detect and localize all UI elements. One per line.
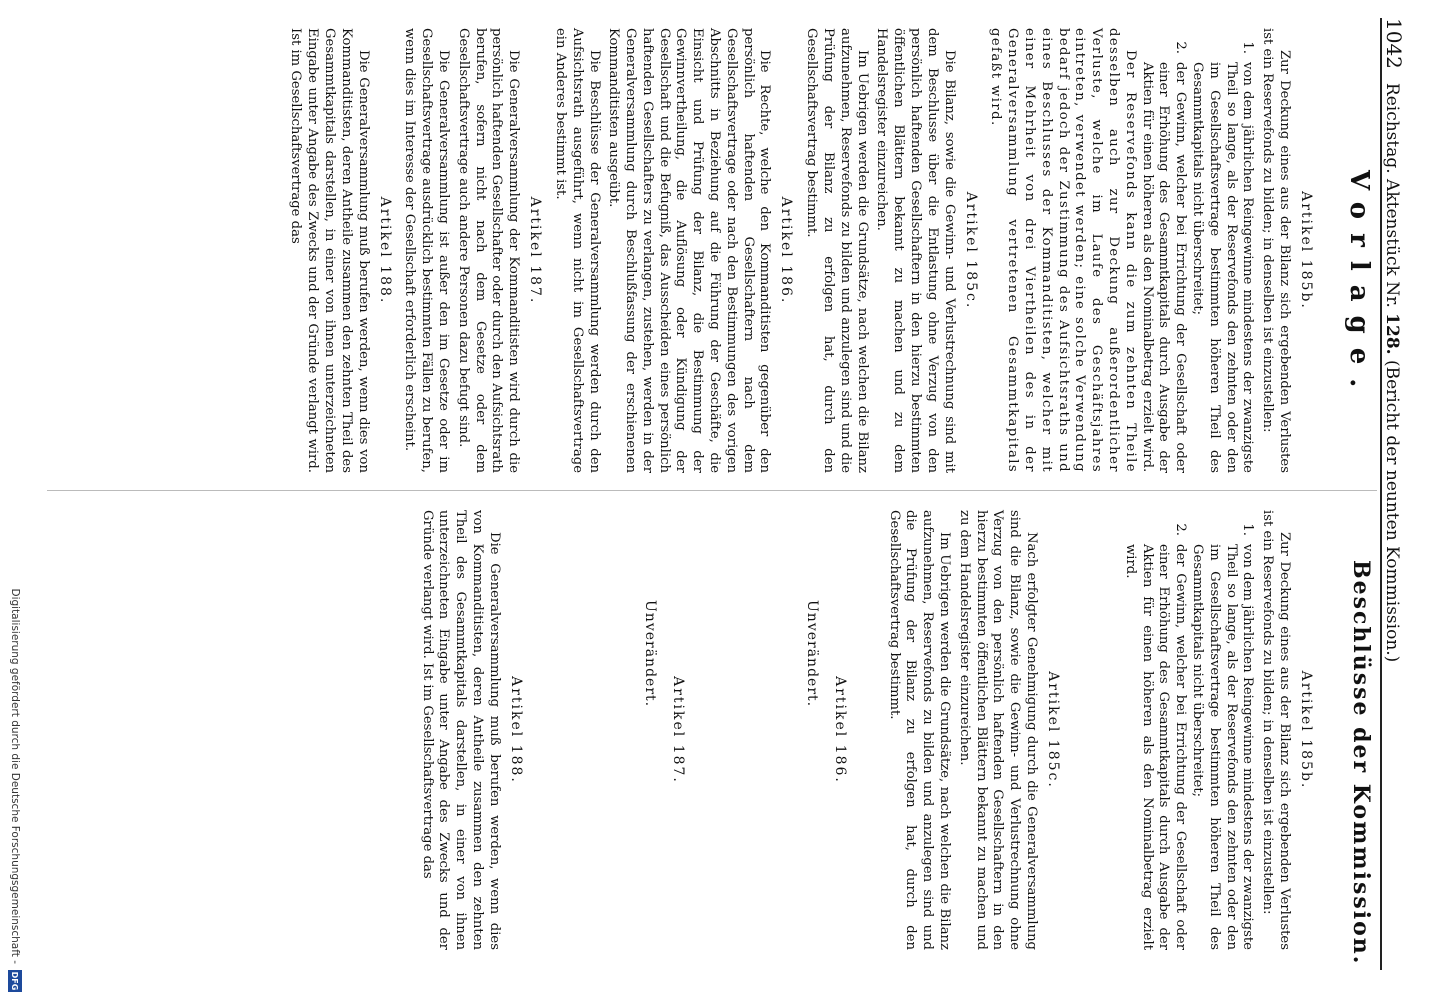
paragraph: Der Reservefonds kann die zum zehnten Theile desselben auch zur Deckung außerordentlicher Verluste, welche im Laufe des Geschäftsjahres eintreten, verwendet werden; eine solche Verwendung bedarf jedoch der Zustimmung des Aufsichtsraths und eines Beschlusses der Kommanditisten, welcher mit einer Mehrheit von drei Viertheilen des in der Generalversammlung vertretenen Gesammtkapitals gefaßt wird. [988,28,1138,473]
list-number: 1. [1240,523,1256,536]
spacer [1069,510,1095,950]
list-text: der Gewinn, welcher bei Errichtung der Gesellschaft oder einer Erhöhung des Gesammtkapitals durch Ausgabe der Aktien für einen höheren als den Nominalbetrag erzielt wird. [1122,544,1189,950]
list-number: 2. [1173,523,1189,536]
paragraph: Die Rechte, welche den Kommanditisten gegenüber den persönlich haftenden Gesellschaftern nach dem Gesellschaftsvertrage oder nach den Bestimmungen des vorigen Abschnitts in Beziehung auf die Führung der Geschäfte, die Einsicht und Prüfung der Bilanz, die Bestimmung der Gewinnvertheilung, die Auflösung oder Kündigung der Gesellschaft und die Befugniß, das Ausscheiden eines persönlich haftenden Gesellschafters zu verlangen, zustehen, werden in der Generalversammlung durch Beschlußfassung der erschienenen Kommanditisten ausgeübt. [606,28,773,473]
list-item [1121,510,1188,950]
paragraph: Die Generalversammlung ist außer den im Gesetze oder im Gesellschaftsvertrage ausdrücklich bestimmten Fällen zu berufen, wenn dies im Interesse der Gesellschaft erforderlich erscheint. [402,28,451,473]
article-heading: Artikel 187. [669,676,686,784]
header-right-text: (Bericht der neunten Kommission.) [1382,359,1402,663]
spacer [532,510,642,950]
paragraph: Die Generalversammlung muß berufen werden, wenn dies von Kommanditisten, deren Antheile zusammen den zehnten Theil des Gesammtkapitals darstellen, in einer von ihnen unterzeichneten Eingabe unter Angabe des Zwecks und der Gründe verlangt wird. Ist im Gesellschaftsvertrage das [288,28,371,473]
article-heading: Artikel 186. [778,196,795,305]
article-heading: Artikel 185b. [1298,670,1314,790]
spacer [694,510,804,950]
digitization-credit [0,0,30,1000]
list-number: 1. [1240,41,1256,54]
paragraph: Die Generalversammlung der Kommanditisten wird durch die persönlich haftenden Gesellschafter oder durch den Aufsichtsrath berufen, sofern nicht nach dem Gesetze oder dem Gesellschaftsvertrage auch andere Personen dazu befugt sind. [455,28,522,473]
left-column-title: Vorlage. [1344,170,1374,402]
paragraph: Nach erfolgter Genehmigung durch die Generalversammlung sind die Bilanz, sowie die Gewinn- und Verlustrechnung ohne Verzug von den persönlich haftenden Gesellschaftern in den hierzu bestimmten öffentlichen Blättern bekannt zu machen und zu dem Handelsregister einzureichen. [956,510,1040,950]
header-left-text: Reichstag. Aktenstück Nr. [1382,82,1402,308]
unchanged-note: Unverändert. [641,600,658,708]
column-divider [47,490,1377,491]
article-heading: Artikel 187. [527,196,544,305]
list-item [1188,28,1255,473]
list-number: 2. [1173,41,1189,54]
left-column [284,28,1322,473]
article-heading: Artikel 185b. [1298,191,1314,310]
credit-text: Digitalisierung gefördert durch die Deutsche Forschungsgemeinschaft - [9,588,21,964]
paragraph: Die Beschlüsse der Generalversammlung werden durch den Aufsichtsrath ausgeführt, wenn nicht im Gesellschaftsvertrage ein Anderes bestimmt ist. [552,28,602,473]
paragraph: Im Uebrigen werden die Grundsätze, nach welchen die Bilanz aufzunehmen, Reservefonds zu bilden und anzulegen sind und die Prüfung der Bilanz zu erfolgen hat, durch den Gesellschaftsvertrag bestimmt. [804,28,870,473]
right-column [415,510,1322,950]
paragraph: Zur Deckung eines aus der Bilanz sich ergebenden Verlustes ist ein Reservefonds zu bilden; in denselben ist einzustellen: [1260,510,1292,950]
article-heading: Artikel 188. [376,196,393,305]
header-doc-number: 128. [1382,313,1402,355]
article-heading: Artikel 185c. [962,191,979,310]
article-heading: Artikel 185c. [1045,671,1062,789]
list-text: der Gewinn, welcher bei Errichtung der Gesellschaft oder einer Erhöhung des Gesammtkapitals durch Ausgabe der Aktien für einen höheren als den Nominalbetrag erzielt wird. [1139,62,1189,473]
right-column-title: Beschlüsse der Kommission. [1348,560,1374,966]
spacer [1095,510,1121,950]
article-heading: Artikel 186. [831,676,848,784]
paragraph: Zur Deckung eines aus der Bilanz sich ergebenden Verlustes ist ein Reservefonds zu bilden; in denselben ist einzustellen: [1260,28,1292,473]
header-publication [1382,83,1402,970]
paragraph: Die Bilanz, sowie die Gewinn- und Verlustrechnung sind mit dem Beschlusse über die Entlastung ohne Verzug von den persönlich haftenden Gesellschaftern in den hierzu bestimmten öffentlichen Blättern bekannt zu machen und zu dem Handelsregister einzureichen. [874,28,957,473]
unchanged-note: Unverändert. [803,600,820,708]
article-heading: Artikel 188. [507,676,524,784]
dfg-logo: DFG [8,970,22,992]
list-item [1188,510,1255,950]
list-text: von dem jährlichen Reingewinne mindestens der zwanzigste Theil so lange, als der Reservefonds den zehnten oder den im Gesellschaftsvertrage bestimmten höheren Theil des Gesammtkapitals nicht überschreitet; [1190,62,1256,473]
list-item [1138,28,1188,473]
page-header [1380,18,1412,970]
paragraph: Die Generalversammlung muß berufen werden, wenn dies von Kommanditisten, deren Antheile zusammen den zehnten Theil des Gesammtkapitals darstellen, in einer von ihnen unterzeichneten Eingabe unter Angabe des Zwecks und der Gründe verlangt wird. Ist im Gesellschaftsvertrage das [419,510,502,950]
spacer [856,510,882,950]
list-text: von dem jährlichen Reingewinne mindestens der zwanzigste Theil so lange, als der Reservefonds den zehnten oder den im Gesellschaftsvertrage bestimmten höheren Theil des Gesammtkapitals nicht überschreitet; [1190,544,1256,950]
paragraph: Im Uebrigen werden die Grundsätze, nach welchen die Bilanz aufzunehmen, Reservefonds zu bilden und anzulegen sind und die Prüfung der Bilanz zu erfolgen hat, durch den Gesellschaftsvertrag bestimmt. [886,510,953,950]
page-number: 1042 [1382,18,1406,69]
